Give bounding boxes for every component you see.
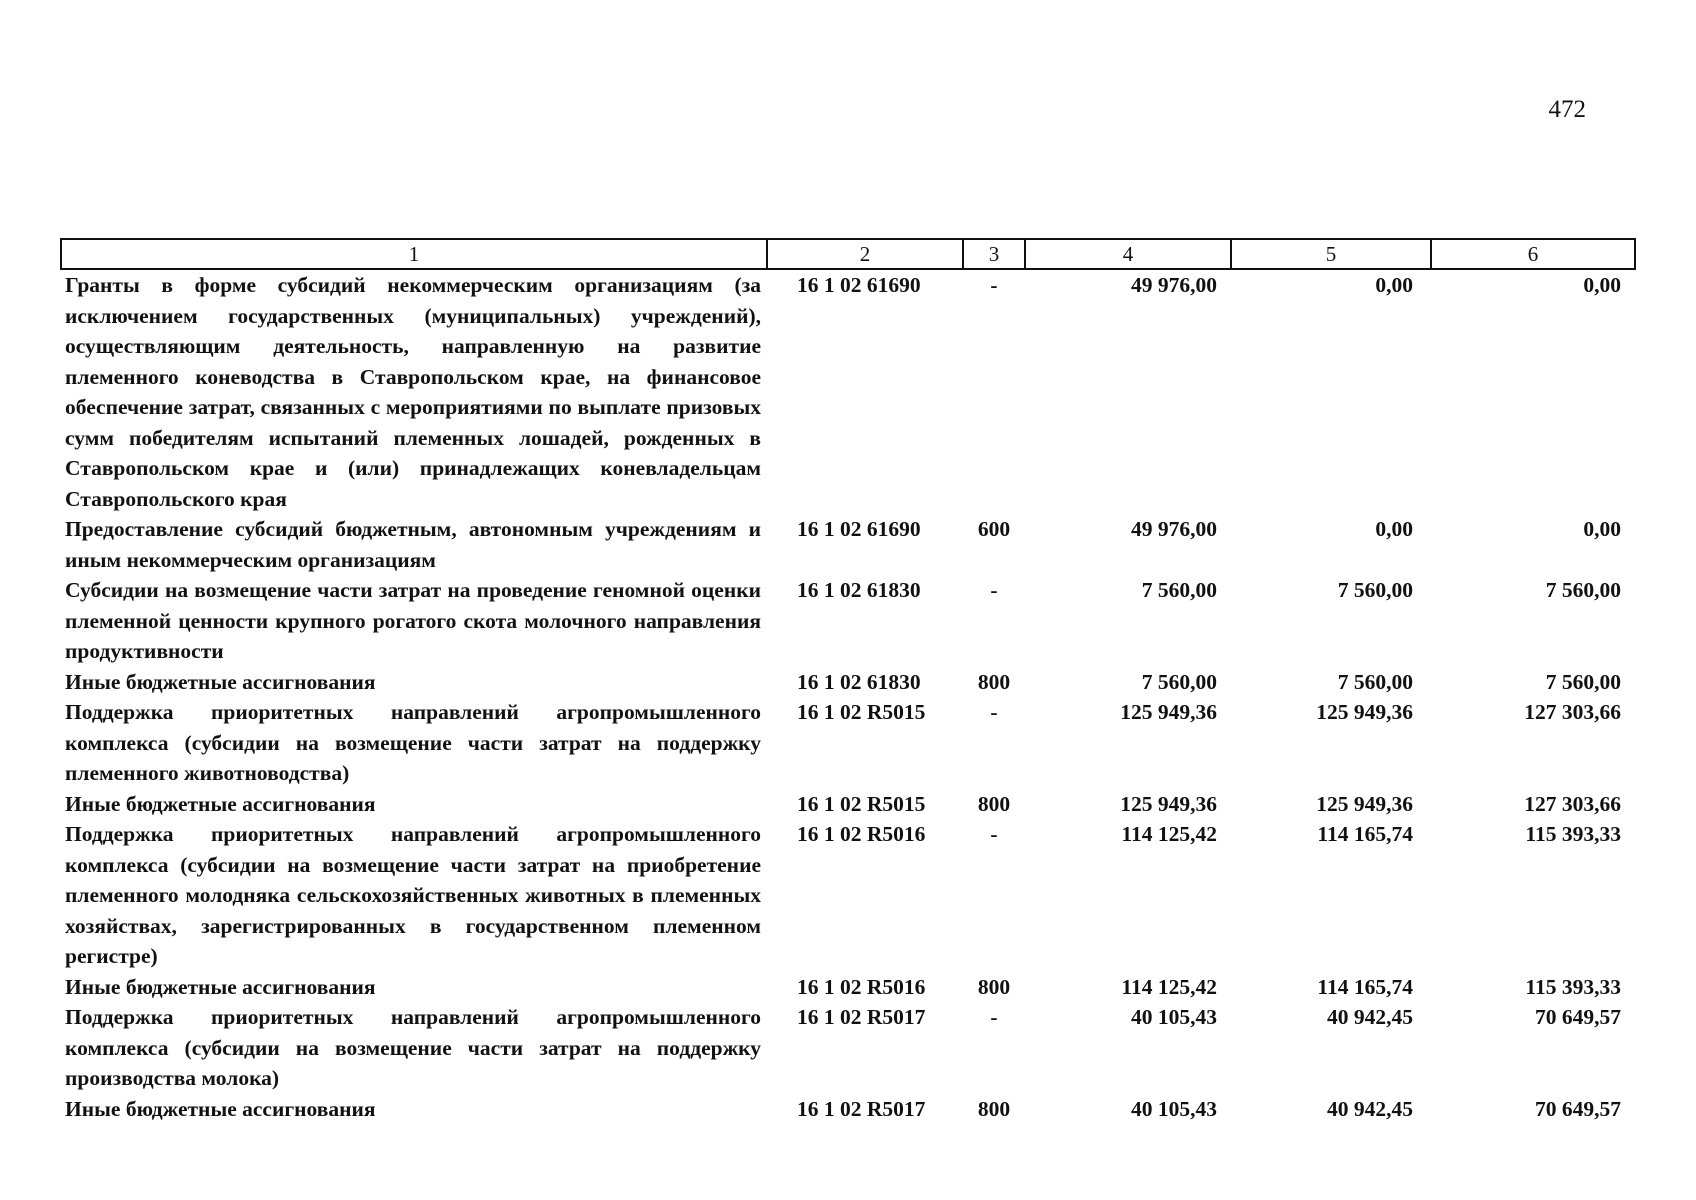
row-expense-type: 800 (977, 1096, 1011, 1121)
row-value-col4: 7 560,00 (1141, 578, 1217, 602)
row-code: 16 1 02 61830 (797, 578, 921, 602)
table-row (61, 789, 1635, 820)
table-header-row (61, 239, 1635, 269)
row-value-col4: 49 976,00 (1131, 517, 1217, 541)
row-value-col6: 115 393,33 (1525, 822, 1621, 846)
row-expense-type: - (990, 822, 998, 846)
row-value-col4: 125 949,36 (1120, 791, 1217, 816)
row-code: 16 1 02 61690 (797, 273, 921, 297)
row-code: 16 1 02 R5017 (797, 1096, 926, 1121)
row-value-col4: 114 125,42 (1121, 822, 1217, 846)
row-value-col5: 114 165,74 (1317, 822, 1413, 846)
row-code: 16 1 02 61830 (797, 669, 921, 694)
page-number: 472 (1548, 96, 1586, 123)
row-name: Поддержка приоритетных направлений агропромышленного комплекса (субсидии на возмещение части затрат на приобретение племенного молодняка сельскохозяйственных животных в племенных хозяйствах, зарегистрированных в государственном племенном регистре) (65, 822, 761, 968)
row-name: Иные бюджетные ассигнования (65, 1096, 376, 1121)
row-code: 16 1 02 R5017 (797, 1005, 926, 1029)
table-row (61, 1094, 1635, 1125)
row-value-col6: 127 303,66 (1524, 791, 1621, 816)
table-row (61, 697, 1635, 789)
table-row (61, 972, 1635, 1003)
row-expense-type: - (990, 1005, 998, 1029)
row-code: 16 1 02 R5016 (797, 974, 926, 999)
row-value-col5: 125 949,36 (1316, 700, 1413, 724)
row-value-col4: 49 976,00 (1131, 273, 1217, 297)
column-header-1: 1 (61, 239, 767, 269)
row-expense-type: - (990, 273, 998, 297)
row-code: 16 1 02 R5015 (797, 791, 926, 816)
row-value-col5: 0,00 (1375, 517, 1413, 541)
column-header-5: 5 (1231, 239, 1431, 269)
column-header-2: 2 (767, 239, 963, 269)
row-value-col6: 7 560,00 (1545, 669, 1621, 694)
row-name: Субсидии на возмещение части затрат на проведение геномной оценки племенной ценности крупного рогатого скота молочного направления продуктивности (65, 578, 761, 663)
row-value-col5: 7 560,00 (1337, 669, 1413, 694)
row-value-col6: 0,00 (1583, 517, 1621, 541)
row-value-col4: 125 949,36 (1120, 700, 1217, 724)
table-row (61, 667, 1635, 698)
table-row (61, 575, 1635, 667)
row-value-col5: 125 949,36 (1316, 791, 1413, 816)
row-name: Иные бюджетные ассигнования (65, 791, 376, 816)
row-expense-type: 600 (977, 517, 1011, 541)
table-row (61, 514, 1635, 575)
row-value-col5: 7 560,00 (1337, 578, 1413, 602)
row-value-col4: 114 125,42 (1121, 974, 1217, 999)
row-expense-type: - (990, 578, 998, 602)
row-code: 16 1 02 61690 (797, 517, 921, 541)
row-value-col6: 115 393,33 (1525, 974, 1621, 999)
column-header-3: 3 (963, 239, 1025, 269)
row-value-col5: 40 942,45 (1327, 1096, 1413, 1121)
row-value-col6: 70 649,57 (1535, 1096, 1621, 1121)
budget-table (60, 238, 1636, 1124)
row-value-col6: 127 303,66 (1524, 700, 1621, 724)
table-row (61, 269, 1635, 514)
column-header-6: 6 (1431, 239, 1635, 269)
row-name: Поддержка приоритетных направлений агропромышленного комплекса (субсидии на возмещение части затрат на поддержку производства молока) (65, 1005, 761, 1090)
row-value-col6: 70 649,57 (1535, 1005, 1621, 1029)
row-value-col4: 40 105,43 (1131, 1096, 1217, 1121)
column-header-4: 4 (1025, 239, 1231, 269)
row-value-col4: 7 560,00 (1141, 669, 1217, 694)
row-value-col5: 114 165,74 (1317, 974, 1413, 999)
row-name: Иные бюджетные ассигнования (65, 669, 376, 694)
row-value-col5: 0,00 (1375, 273, 1413, 297)
table-row (61, 1002, 1635, 1094)
row-expense-type: 800 (977, 974, 1011, 999)
row-value-col5: 40 942,45 (1327, 1005, 1413, 1029)
row-name: Поддержка приоритетных направлений агропромышленного комплекса (субсидии на возмещение части затрат на поддержку племенного животноводства) (65, 700, 761, 785)
row-code: 16 1 02 R5016 (797, 822, 926, 846)
row-value-col6: 7 560,00 (1545, 578, 1621, 602)
row-value-col6: 0,00 (1583, 273, 1621, 297)
row-expense-type: 800 (977, 791, 1011, 816)
row-value-col4: 40 105,43 (1131, 1005, 1217, 1029)
row-name: Предоставление субсидий бюджетным, автономным учреждениям и иным некоммерческим организациям (65, 517, 761, 572)
table-row (61, 819, 1635, 972)
row-code: 16 1 02 R5015 (797, 700, 926, 724)
row-name: Гранты в форме субсидий некоммерческим организациям (за исключением государственных (муниципальных) учреждений), осуществляющим деятельность, направленную на развитие племенного коневодства в Ставропольском крае, на финансовое обеспечение затрат, связанных с мероприятиями по выплате призовых сумм победителям испытаний племенных лошадей, рожденных в Ставропольском крае и (или) принадлежащих коневладельцам Ставропольского края (65, 273, 761, 511)
row-expense-type: - (990, 700, 998, 724)
row-name: Иные бюджетные ассигнования (65, 974, 376, 999)
row-expense-type: 800 (977, 669, 1011, 694)
